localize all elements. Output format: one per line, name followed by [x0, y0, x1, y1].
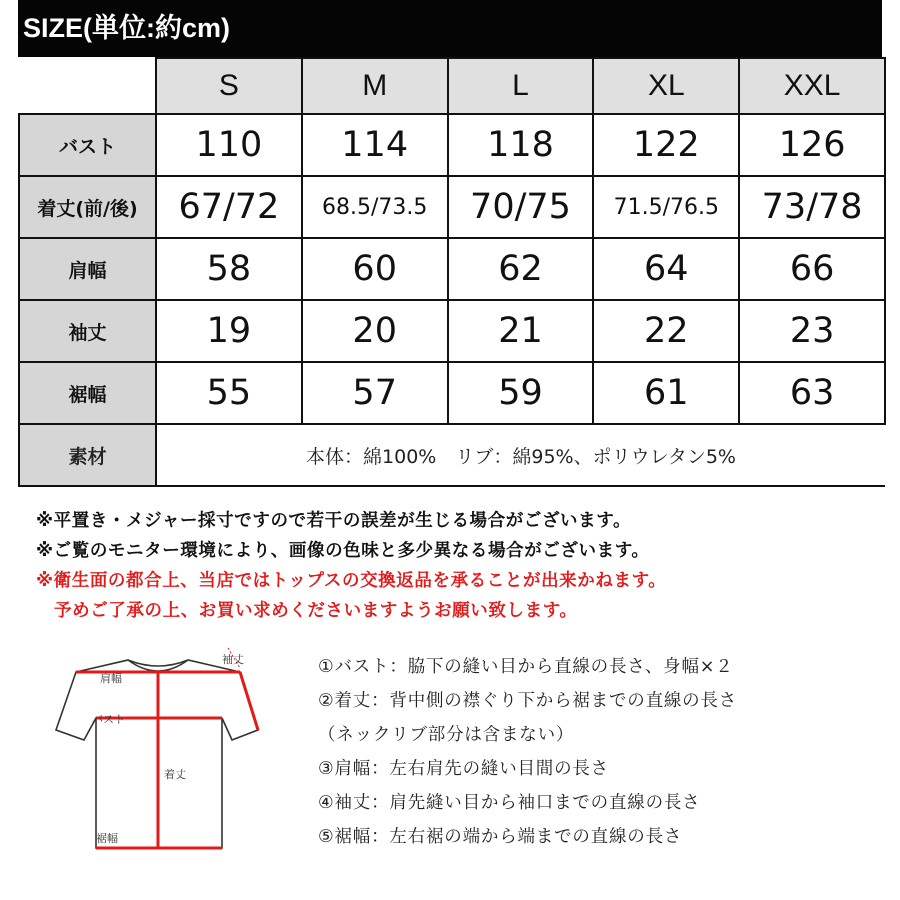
- table-cell: 64: [593, 238, 739, 300]
- table-cell: 55: [156, 362, 302, 424]
- legend-item: （ネックリブ部分は含まない）: [318, 725, 575, 745]
- table-cell: 68.5/73.5: [302, 176, 448, 238]
- size-header-s: S: [156, 58, 302, 114]
- tshirt-diagram-svg: [40, 638, 290, 888]
- size-header-l: L: [448, 58, 594, 114]
- table-cell: 70/75: [448, 176, 594, 238]
- legend-item: ④袖丈：肩先縫い目から袖口までの直線の長さ: [318, 793, 701, 813]
- row-label: 袖丈: [19, 300, 156, 362]
- size-table: [18, 57, 886, 487]
- notes: [36, 506, 886, 626]
- row-label: 着丈(前/後): [19, 176, 156, 238]
- sleeve-label: 袖丈: [222, 653, 244, 666]
- table-cell: 66: [739, 238, 885, 300]
- table-cell: 62: [448, 238, 594, 300]
- table-cell: 20: [302, 300, 448, 362]
- legend-item: ①バスト：脇下の縫い目から直線の長さ、身幅×２: [318, 657, 734, 677]
- row-label: 肩幅: [19, 238, 156, 300]
- note-line: ※平置き・メジャー採寸ですので若干の誤差が生じる場合がございます。: [36, 511, 632, 531]
- table-cell: 118: [448, 114, 594, 176]
- size-header-xl: XL: [593, 58, 739, 114]
- table-cell: 60: [302, 238, 448, 300]
- table-cell: 67/72: [156, 176, 302, 238]
- legend-item: ②着丈：背中側の襟ぐり下から裾までの直線の長さ: [318, 691, 738, 711]
- table-cell: 21: [448, 300, 594, 362]
- table-cell: 122: [593, 114, 739, 176]
- table-cell: 59: [448, 362, 594, 424]
- table-cell: 58: [156, 238, 302, 300]
- table-row-shoulder: [19, 238, 885, 300]
- table-cell: 22: [593, 300, 739, 362]
- corner-cell: [19, 58, 156, 114]
- bust-label: バスト: [92, 713, 125, 726]
- table-cell: 71.5/76.5: [593, 176, 739, 238]
- table-row-hem: [19, 362, 885, 424]
- size-title: SIZE(単位:約cm): [23, 13, 231, 43]
- note-line-warning: 予めご了承の上、お買い求めくださいますようお願い致します。: [54, 601, 578, 621]
- note-line-warning: ※衛生面の都合上、当店ではトップスの交換返品を承ることが出来かねます。: [36, 571, 667, 591]
- row-label: 裾幅: [19, 362, 156, 424]
- table-row-length: [19, 176, 885, 238]
- table-cell: 57: [302, 362, 448, 424]
- tshirt-diagram: [40, 638, 290, 888]
- table-cell: 73/78: [739, 176, 885, 238]
- material-value: 本体：綿100% リブ：綿95%、ポリウレタン5%: [156, 424, 885, 486]
- note-line: ※ご覧のモニター環境により、画像の色味と多少異なる場合がございます。: [36, 541, 650, 561]
- table-cell: 23: [739, 300, 885, 362]
- legend-item: ⑤裾幅：左右裾の端から端までの直線の長さ: [318, 827, 683, 847]
- length-label: 着丈: [164, 768, 186, 781]
- table-cell: 114: [302, 114, 448, 176]
- measurement-legend: [318, 650, 737, 854]
- size-header-m: M: [302, 58, 448, 114]
- row-label: バスト: [19, 114, 156, 176]
- size-title-bar: [18, 0, 882, 57]
- size-header-row: [19, 58, 885, 114]
- table-row-material: [19, 424, 885, 486]
- table-cell: 126: [739, 114, 885, 176]
- table-cell: 61: [593, 362, 739, 424]
- table-cell: 110: [156, 114, 302, 176]
- table-cell: 19: [156, 300, 302, 362]
- table-cell: 63: [739, 362, 885, 424]
- legend-item: ③肩幅：左右肩先の縫い目間の長さ: [318, 759, 609, 779]
- shoulder-label: 肩幅: [100, 672, 122, 685]
- hem-label: 裾幅: [96, 832, 118, 845]
- table-row-sleeve: [19, 300, 885, 362]
- sleeve-measure-line: [240, 672, 258, 730]
- table-row-bust: [19, 114, 885, 176]
- size-header-xxl: XXL: [739, 58, 885, 114]
- row-label: 素材: [19, 424, 156, 486]
